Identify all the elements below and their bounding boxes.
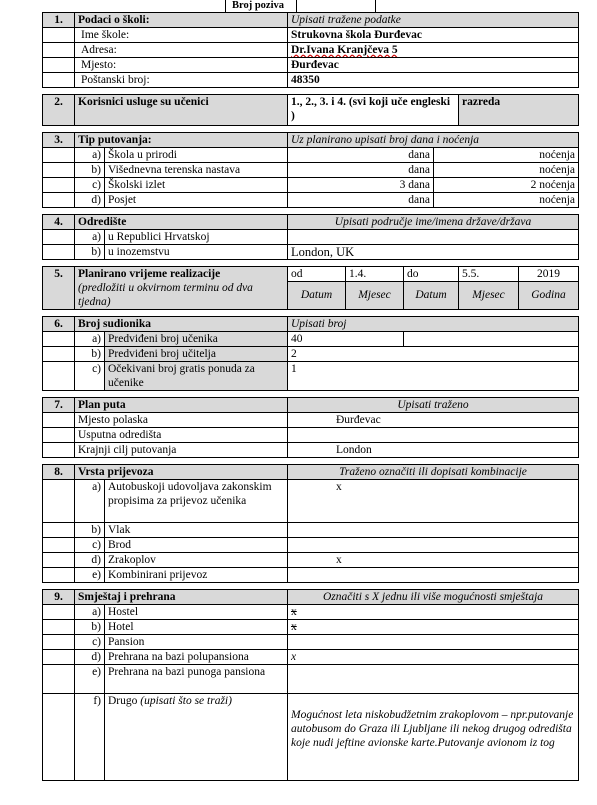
section-6-header — [43, 317, 579, 332]
other-label-cell — [105, 694, 288, 781]
section-title: Plan puta — [75, 398, 288, 413]
item-label: Mjesto polaska — [75, 413, 288, 428]
from-month-field[interactable]: 1.4. — [346, 267, 404, 282]
departure-field[interactable]: Đurđevac — [288, 413, 579, 428]
teachers-count-field[interactable]: 2 — [288, 347, 579, 362]
section-title: Planirano vrijeme realizacije — [78, 268, 221, 280]
nights-field[interactable]: noćenja — [434, 148, 579, 163]
item-label: Autobuskoji udovoljava zakonskim propisima za prijevoz učenika — [105, 480, 288, 523]
item-label: Brod — [105, 538, 288, 553]
accommodation-row — [43, 650, 579, 665]
section-9-header — [43, 590, 579, 605]
hostel-mark-field[interactable]: x — [288, 605, 579, 620]
year-field[interactable]: 2019 — [519, 267, 579, 282]
postal-row — [43, 73, 579, 88]
item-label: Očekivani broj gratis ponuda za učenike — [105, 362, 288, 391]
item-letter: a) — [75, 230, 105, 245]
item-letter: b) — [75, 523, 105, 538]
to-label: do — [407, 268, 419, 280]
item-letter: b) — [75, 620, 105, 635]
school-name-field[interactable]: Strukovna škola Đurđevac — [288, 28, 579, 43]
section-number: 7. — [43, 398, 75, 413]
item-letter: d) — [75, 553, 105, 568]
other-notes-field[interactable]: Mogućnost leta niskobudžetnim zrakoplovom – npr.putovanje autobusom do Graza ili Ljubljane ili nekog drugog odredišta koje nudi jeftine avionske karte.Putovanje avionom iz tog — [288, 694, 579, 781]
item-letter: e) — [75, 568, 105, 583]
city-field[interactable]: Đurđevac — [288, 58, 579, 73]
trip-type-row — [43, 148, 579, 163]
section-5-dates-row — [43, 267, 579, 282]
students-grades-field[interactable]: 1., 2., 3. i 4. (svi koji uče engleski ) — [288, 95, 459, 126]
accommodation-row — [43, 620, 579, 635]
full-board-mark-field[interactable] — [288, 665, 579, 694]
route-row — [43, 428, 579, 443]
accommodation-other-row — [43, 694, 579, 781]
item-label: Prehrana na bazi punoga pansiona — [105, 665, 288, 694]
section-hint: Upisati traženo — [288, 398, 579, 413]
plane-mark-field[interactable]: x — [288, 553, 579, 568]
nights-field[interactable]: 2 noćenja — [434, 178, 579, 193]
section-number: 8. — [43, 465, 75, 480]
item-letter: e) — [75, 665, 105, 694]
destination-row — [43, 245, 579, 260]
transport-row — [43, 538, 579, 553]
item-label: Predviđeni broj učitelja — [105, 347, 288, 362]
field-label: Mjesto: — [75, 58, 288, 73]
participants-row — [43, 332, 579, 347]
field-label: Adresa: — [75, 43, 288, 58]
item-letter: a) — [75, 332, 105, 347]
section-3-header — [43, 133, 579, 148]
students-count-field[interactable]: 40 — [288, 332, 404, 347]
item-label: Zrakoplov — [105, 553, 288, 568]
item-label: Višednevna terenska nastava — [105, 163, 288, 178]
item-letter: f) — [75, 694, 105, 781]
section-number: 6. — [43, 317, 75, 332]
trip-type-row — [43, 163, 579, 178]
section-title: Odredište — [75, 215, 288, 230]
postal-field[interactable]: 48350 — [288, 73, 579, 88]
item-label: u inozemstvu — [105, 245, 288, 260]
accommodation-row — [43, 635, 579, 650]
participants-row — [43, 347, 579, 362]
transport-row — [43, 480, 579, 523]
date-header: Datum — [404, 282, 459, 310]
pension-mark-field[interactable] — [288, 635, 579, 650]
date-header: Datum — [288, 282, 346, 310]
route-row — [43, 443, 579, 458]
section-title: Vrsta prijevoza — [75, 465, 288, 480]
days-field[interactable]: dana — [288, 163, 434, 178]
section-subtitle: (predložiti u okvirnom terminu od dva tjedna) — [78, 282, 253, 308]
route-row — [43, 413, 579, 428]
section-number: 5. — [43, 267, 75, 310]
section-number: 2. — [43, 95, 75, 126]
address-row — [43, 43, 579, 58]
train-mark-field[interactable] — [288, 523, 579, 538]
item-letter: a) — [75, 148, 105, 163]
participants-row — [43, 362, 579, 391]
item-letter: c) — [75, 178, 105, 193]
section-hint: Traženo označiti ili dopisati kombinacije — [288, 465, 579, 480]
city-row — [43, 58, 579, 73]
month-header: Mjesec — [346, 282, 404, 310]
destination-field[interactable] — [288, 230, 579, 245]
address-value: Dr.Ivana Kranjčeva 5 — [291, 44, 398, 56]
bus-mark-field[interactable]: x — [288, 480, 579, 523]
transport-row — [43, 553, 579, 568]
item-letter: d) — [75, 650, 105, 665]
trip-type-row — [43, 193, 579, 208]
item-label: Školski izlet — [105, 178, 288, 193]
grades-unit: razreda — [459, 95, 579, 126]
stops-field[interactable] — [288, 428, 579, 443]
hotel-mark-field[interactable]: x — [288, 620, 579, 635]
accommodation-row — [43, 665, 579, 694]
to-month-field[interactable]: 5.5. — [459, 267, 519, 282]
school-name-row — [43, 28, 579, 43]
section-number: 9. — [43, 590, 75, 605]
nights-field[interactable]: noćenja — [434, 193, 579, 208]
section-5-title-cell — [75, 267, 288, 310]
section-1-header — [43, 13, 579, 28]
trip-request-form — [42, 12, 579, 781]
item-label: Kombinirani prijevoz — [105, 568, 288, 583]
item-label: Vlak — [105, 523, 288, 538]
item-letter: d) — [75, 193, 105, 208]
section-title: Podaci o školi: — [75, 13, 288, 28]
section-number: 3. — [43, 133, 75, 148]
item-label: Hostel — [105, 605, 288, 620]
transport-row — [43, 568, 579, 583]
destination-field[interactable]: London, UK — [288, 245, 579, 260]
item-letter: b) — [75, 245, 105, 260]
item-label: Škola u prirodi — [105, 148, 288, 163]
to-cell — [404, 267, 459, 282]
free-offers-field[interactable]: 1 — [288, 362, 579, 391]
item-letter: a) — [75, 605, 105, 620]
trip-type-row — [43, 178, 579, 193]
address-field[interactable] — [288, 43, 579, 58]
from-cell — [288, 267, 346, 282]
item-label: Usputna odredišta — [75, 428, 288, 443]
section-number: 4. — [43, 215, 75, 230]
section-7-header — [43, 398, 579, 413]
item-label: Drugo — [108, 695, 138, 707]
field-label: Ime škole: — [75, 28, 288, 43]
half-board-mark-field[interactable]: x — [288, 650, 579, 665]
section-hint: Upisati područje ime/imena države/država — [288, 215, 579, 230]
accommodation-row — [43, 605, 579, 620]
item-label: Predviđeni broj učenika — [105, 332, 288, 347]
item-letter: b) — [75, 163, 105, 178]
section-8-header — [43, 465, 579, 480]
transport-row — [43, 523, 579, 538]
days-field[interactable]: dana — [288, 193, 434, 208]
field-label: Poštanski broj: — [75, 73, 288, 88]
combined-mark-field[interactable] — [288, 568, 579, 583]
item-label: Krajnji cilj putovanja — [75, 443, 288, 458]
section-hint: Uz planirano upisati broj dana i noćenja — [288, 133, 579, 148]
item-letter: a) — [75, 480, 105, 523]
nights-field[interactable]: noćenja — [434, 163, 579, 178]
item-letter: b) — [75, 347, 105, 362]
month-header: Mjesec — [459, 282, 519, 310]
section-title: Smještaj i prehrana — [75, 590, 288, 605]
section-title: Tip putovanja: — [75, 133, 288, 148]
year-header: Godina — [519, 282, 579, 310]
days-field[interactable]: 3 dana — [288, 178, 434, 193]
section-4-header — [43, 215, 579, 230]
days-field[interactable]: dana — [288, 148, 434, 163]
destination-row — [43, 230, 579, 245]
section-hint: Označiti s X jednu ili više mogućnosti smještaja — [288, 590, 579, 605]
section-2-header — [43, 95, 579, 126]
section-number: 1. — [43, 13, 75, 28]
section-hint: Upisati tražene podatke — [288, 13, 579, 28]
item-letter: c) — [75, 635, 105, 650]
item-label: Hotel — [105, 620, 288, 635]
section-hint: Upisati broj — [288, 317, 579, 332]
section-title: Korisnici usluge su učenici — [75, 95, 288, 126]
item-label: u Republici Hrvatskoj — [105, 230, 288, 245]
from-label: od — [291, 268, 303, 280]
item-label: Prehrana na bazi polupansiona — [105, 650, 288, 665]
item-label: Pansion — [105, 635, 288, 650]
item-label: Posjet — [105, 193, 288, 208]
section-title: Broj sudionika — [75, 317, 288, 332]
call-number-label: Broj poziva — [226, 0, 297, 12]
item-letter: c) — [75, 362, 105, 391]
final-destination-field[interactable]: London — [288, 443, 579, 458]
ship-mark-field[interactable] — [288, 538, 579, 553]
item-letter: c) — [75, 538, 105, 553]
item-hint: (upisati što se traži) — [140, 695, 232, 707]
